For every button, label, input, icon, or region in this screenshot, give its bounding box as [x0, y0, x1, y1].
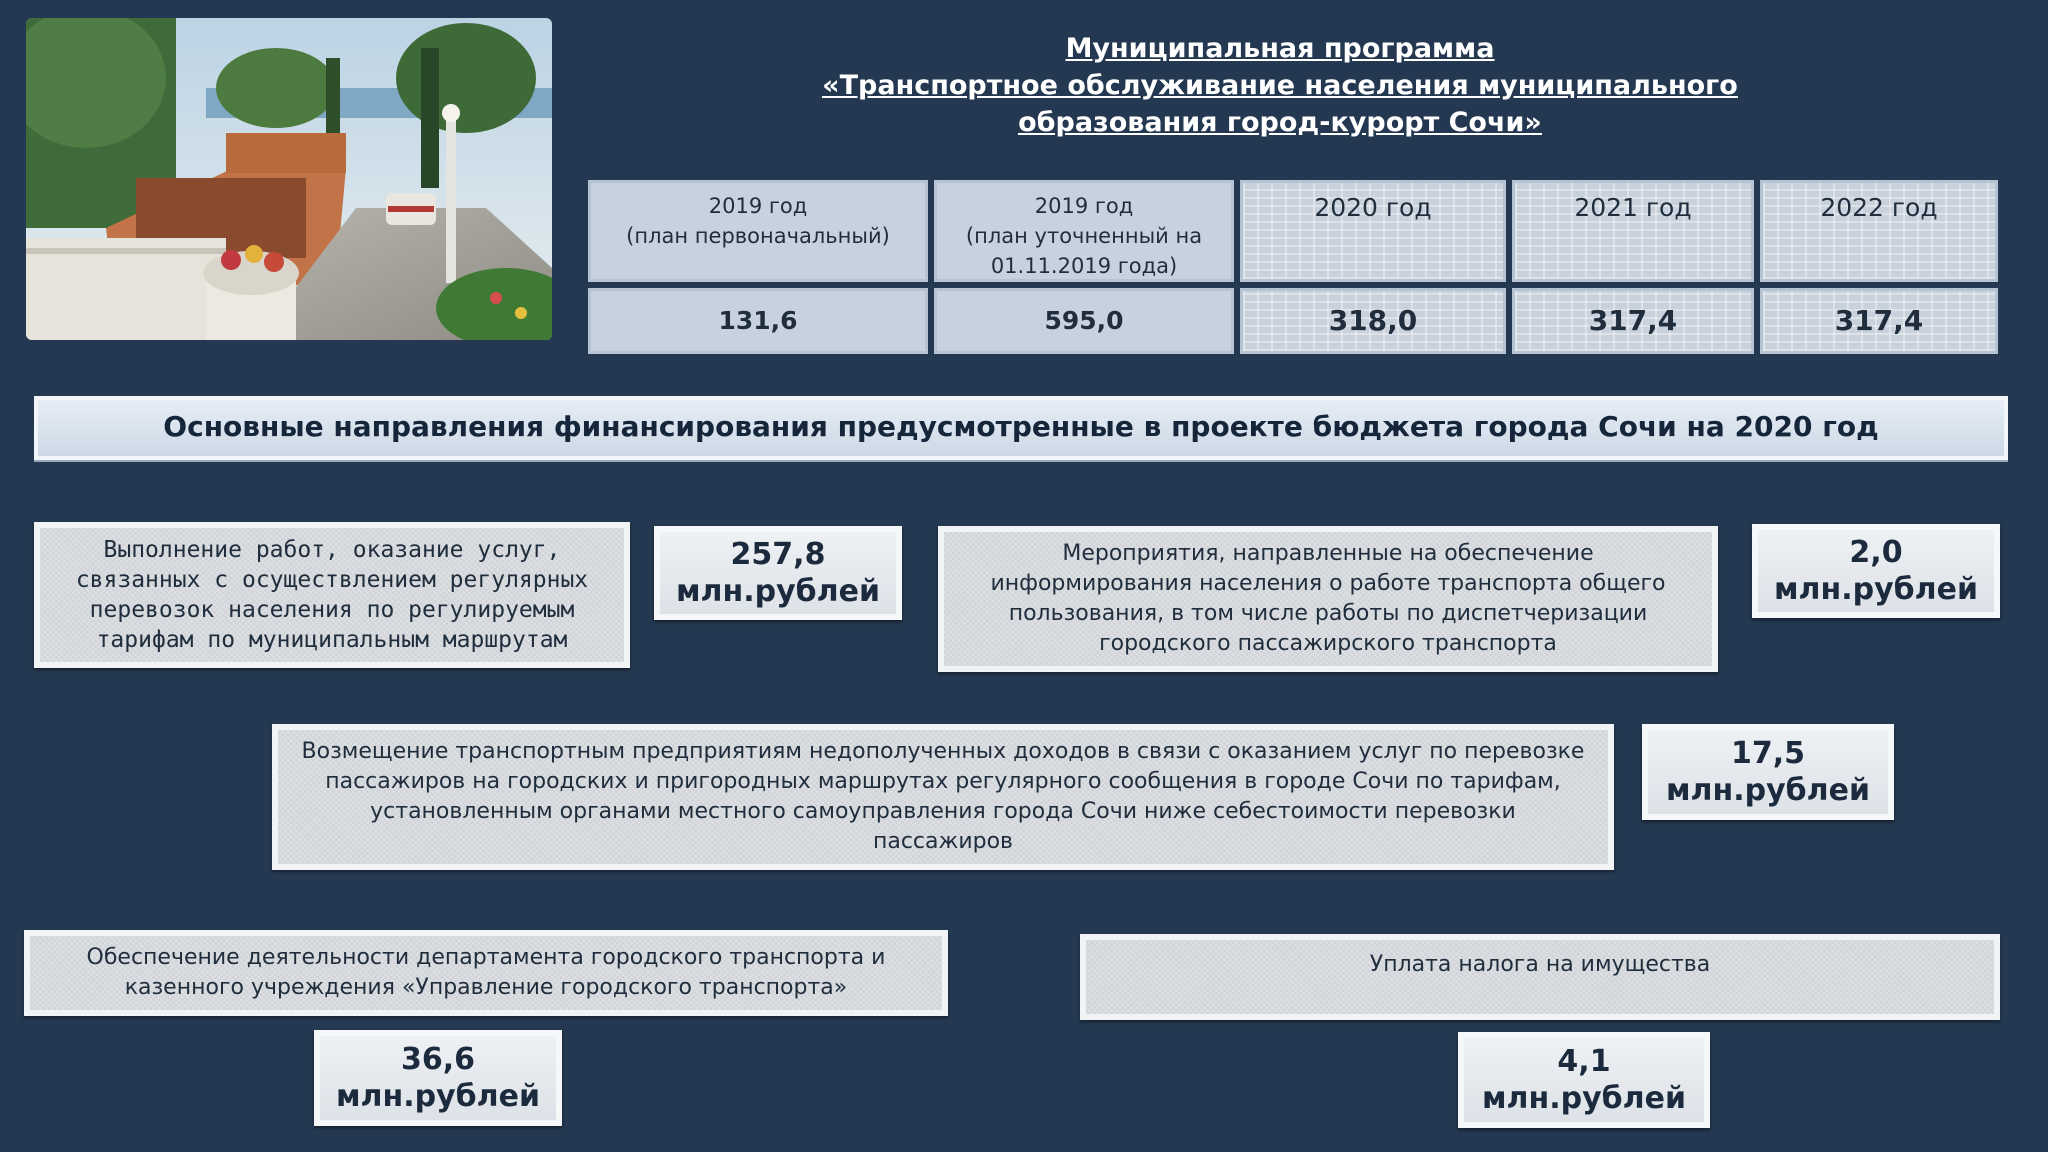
- amount-unit: млн.рублей: [676, 574, 880, 609]
- description-line: Возмещение транспортным предприятиям недополученных доходов в связи с оказанием услуг по перевозке: [301, 739, 1585, 764]
- description-line: Выполнение работ, оказание услуг,: [103, 537, 561, 563]
- year-column: [1512, 180, 1754, 354]
- description-line: связанных с осуществлением регулярных: [75, 567, 589, 593]
- year-value: 317,4: [1512, 288, 1754, 354]
- amount-unit: млн.рублей: [1666, 773, 1870, 808]
- year-label: 2020 год: [1314, 193, 1432, 222]
- year-label: 2019 год: [708, 194, 808, 218]
- funding-amount-box: [1752, 524, 2000, 618]
- year-value: 131,6: [588, 288, 928, 354]
- amount-value: 4,1: [1557, 1044, 1611, 1079]
- year-value: 595,0: [934, 288, 1234, 354]
- section-banner: Основные направления финансирования предусмотренные в проекте бюджета города Сочи на 2020 год: [34, 396, 2008, 460]
- amount-unit: млн.рублей: [1774, 572, 1978, 607]
- year-column: [1760, 180, 1998, 354]
- amount-value: 2,0: [1849, 535, 1903, 570]
- year-column: [588, 180, 928, 354]
- description-line: пользования, в том числе работы по диспетчеризации: [1008, 601, 1648, 626]
- title-line-3: образования город-курорт Сочи»: [1018, 107, 1542, 138]
- description-line: информирования населения о работе транспорта общего: [990, 571, 1666, 596]
- description-line: пассажиров на городских и пригородных маршрутах регулярного сообщения в городе Сочи по тарифам,: [325, 769, 1561, 794]
- year-value: 317,4: [1760, 288, 1998, 354]
- year-header: [1240, 180, 1506, 282]
- description-line: перевозок населения по регулируемым: [89, 597, 575, 623]
- description-line: казенного учреждения «Управление городского транспорта»: [124, 975, 848, 1000]
- amount-value: 257,8: [730, 537, 826, 572]
- description-line: установленным органами местного самоуправления города Сочи ниже себестоимости перевозки: [370, 799, 1516, 824]
- sochi-street-painting: [26, 18, 552, 340]
- funding-item-description: [272, 724, 1614, 870]
- amount-value: 17,5: [1730, 736, 1806, 771]
- amount-unit: млн.рублей: [336, 1079, 540, 1114]
- year-note: (план первоначальный): [626, 224, 890, 248]
- year-column: [1240, 180, 1506, 354]
- title-line-2: «Транспортное обслуживание населения муниципального: [822, 70, 1738, 101]
- year-note-date: 01.11.2019 года): [990, 254, 1178, 278]
- year-header: [1512, 180, 1754, 282]
- funding-amount-box: [1642, 724, 1894, 820]
- funding-amount-box: [1458, 1032, 1710, 1128]
- funding-item-description: [938, 526, 1718, 672]
- year-value: 318,0: [1240, 288, 1506, 354]
- year-label: 2021 год: [1574, 193, 1692, 222]
- description-line: городского пассажирского транспорта: [1099, 631, 1557, 656]
- program-title: [780, 30, 1780, 141]
- funding-item-description: [34, 522, 630, 668]
- description-line: пассажиров: [872, 829, 1014, 854]
- funding-item-description: [24, 930, 948, 1016]
- description-line: Уплата налога на имущества: [1369, 952, 1711, 977]
- year-label: 2022 год: [1820, 193, 1938, 222]
- year-header: [934, 180, 1234, 282]
- amount-unit: млн.рублей: [1482, 1081, 1686, 1116]
- description-line: Обеспечение деятельности департамента городского транспорта и: [86, 945, 886, 970]
- funding-item-description: [1080, 934, 2000, 1020]
- year-label: 2019 год: [1034, 194, 1134, 218]
- description-line: Мероприятия, направленные на обеспечение: [1062, 541, 1594, 566]
- description-line: тарифам по муниципальным маршрутам: [96, 627, 568, 653]
- funding-amount-box: [654, 526, 902, 620]
- title-line-1: Муниципальная программа: [1065, 33, 1495, 64]
- year-column: [934, 180, 1234, 354]
- amount-value: 36,6: [400, 1042, 476, 1077]
- budget-by-year-table: [588, 180, 2004, 354]
- funding-amount-box: [314, 1030, 562, 1126]
- year-note: (план уточненный на: [965, 224, 1203, 248]
- year-header: [1760, 180, 1998, 282]
- year-header: [588, 180, 928, 282]
